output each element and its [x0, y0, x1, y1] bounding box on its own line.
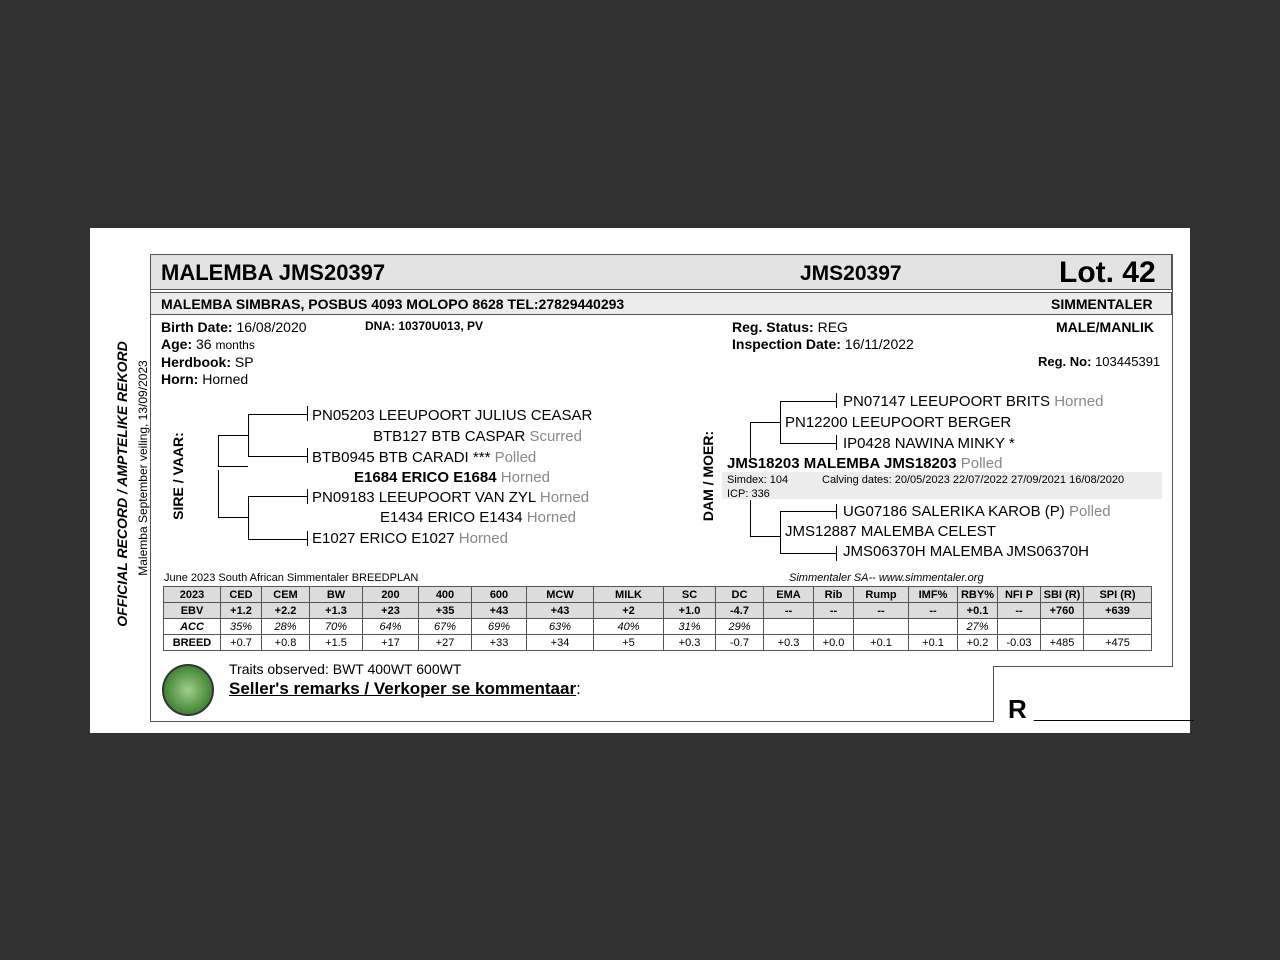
ebv-cell: +1.5 — [310, 635, 363, 651]
row-label: ACC — [164, 619, 221, 635]
ebv-cell: +33 — [472, 635, 527, 651]
traits-observed: Traits observed: BWT 400WT 600WT — [229, 661, 462, 677]
sale-label: Malemba September veiling, 13/09/2023 — [136, 360, 150, 576]
ebv-cell: +35 — [419, 603, 472, 619]
price-field[interactable]: R ___________ — [1008, 694, 1194, 724]
dam-sire: PN12200 LEEUPOORT BERGER — [785, 414, 1012, 431]
ebv-col-header: MCW — [527, 587, 594, 603]
ebv-cell: 29% — [716, 619, 764, 635]
sire: E1684 ERICO E1684 Horned — [354, 469, 550, 486]
ebv-cell: +23 — [363, 603, 419, 619]
ebv-cell: +17 — [363, 635, 419, 651]
ebv-cell: 27% — [958, 619, 998, 635]
price-box-left — [993, 666, 994, 722]
ebv-cell: -0.03 — [998, 635, 1041, 651]
ebv-col-header: BW — [310, 587, 363, 603]
ebv-cell: 31% — [664, 619, 716, 635]
ebv-col-header: 2023 — [164, 587, 221, 603]
sire-line — [248, 539, 308, 540]
ebv-cell: +0.3 — [664, 635, 716, 651]
catalogue-card — [90, 228, 1194, 733]
ebv-header-row — [164, 587, 1152, 603]
ebv-cell — [998, 619, 1041, 635]
ebv-col-header: DC — [716, 587, 764, 603]
ebv-cell: +0.1 — [909, 635, 958, 651]
ebv-cell: 70% — [310, 619, 363, 635]
ebv-table — [163, 586, 1152, 651]
ebv-cell: +2 — [594, 603, 664, 619]
sire-line — [218, 466, 248, 467]
ebv-cell: 28% — [262, 619, 310, 635]
ebv-col-header: 200 — [363, 587, 419, 603]
sire-label: SIRE / VAAR: — [170, 432, 186, 520]
ebv-col-header: EMA — [764, 587, 814, 603]
inspection-date: Inspection Date: 16/11/2022 — [732, 336, 914, 352]
sire-line — [248, 414, 249, 456]
ebv-cell: +43 — [527, 603, 594, 619]
ebv-cell: +1.0 — [664, 603, 716, 619]
ebv-cell: +760 — [1041, 603, 1084, 619]
dam-line — [836, 504, 837, 519]
sire-line — [307, 489, 308, 504]
acc-row — [164, 619, 1152, 635]
sire-sire: BTB127 BTB CASPAR Scurred — [373, 428, 582, 445]
ebv-cell: +0.3 — [764, 635, 814, 651]
ebv-col-header: SC — [664, 587, 716, 603]
ebv-cell: +0.8 — [262, 635, 310, 651]
sire-dam: E1434 ERICO E1434 Horned — [380, 509, 576, 526]
ebv-cell: +1.3 — [310, 603, 363, 619]
ebv-cell: -0.7 — [716, 635, 764, 651]
dam-line — [750, 422, 780, 423]
ebv-cell: +0.1 — [958, 603, 998, 619]
dam-line — [780, 401, 837, 402]
breed-name: SIMMENTALER — [1051, 296, 1153, 312]
animal-name: MALEMBA JMS20397 — [161, 260, 386, 285]
sire-line — [248, 456, 308, 457]
dam-line — [780, 401, 781, 443]
icp: ICP: 336 — [727, 488, 770, 500]
ebv-col-header: CED — [221, 587, 262, 603]
dam-line — [836, 393, 837, 408]
dam-line — [836, 435, 837, 450]
dam-line — [836, 546, 837, 561]
ebv-cell: -- — [998, 603, 1041, 619]
ebv-cell — [909, 619, 958, 635]
official-record-label: OFFICIAL RECORD / AMPTELIKE REKORD — [114, 341, 130, 627]
dam: JMS18203 MALEMBA JMS18203 Polled — [727, 455, 1003, 472]
frame-bottom — [150, 721, 994, 722]
ebv-col-header: SBI (R) — [1041, 587, 1084, 603]
row-label: EBV — [164, 603, 221, 619]
age: Age: 36 months — [161, 336, 255, 352]
dam-dam-sire: UG07186 SALERIKA KAROB (P) Polled — [843, 503, 1111, 520]
lot-number: Lot. 42 — [1059, 256, 1156, 289]
ebv-cell: 69% — [472, 619, 527, 635]
ebv-cell: +475 — [1084, 635, 1152, 651]
dam-label: DAM / MOER: — [700, 430, 716, 522]
sire-line — [218, 470, 219, 517]
ebv-col-header: RBY% — [958, 587, 998, 603]
ebv-cell — [1084, 619, 1152, 635]
simdex: Simdex: 104 — [727, 474, 789, 486]
dam-line — [780, 511, 837, 512]
ebv-cell — [854, 619, 909, 635]
ebv-cell: +5 — [594, 635, 664, 651]
sire-line — [307, 448, 308, 463]
ebv-col-header: SPI (R) — [1084, 587, 1152, 603]
ebv-col-header: 600 — [472, 587, 527, 603]
ebv-cell: 67% — [419, 619, 472, 635]
ebv-cell — [764, 619, 814, 635]
ebv-col-header: MILK — [594, 587, 664, 603]
ebv-cell: 35% — [221, 619, 262, 635]
reg-status: Reg. Status: REG — [732, 319, 848, 335]
ebv-cell: +485 — [1041, 635, 1084, 651]
ebv-cell: 64% — [363, 619, 419, 635]
sire-dam-dam: E1027 ERICO E1027 Horned — [312, 530, 508, 547]
dam-line — [750, 500, 751, 536]
ebv-cell: 63% — [527, 619, 594, 635]
ebv-cell: +43 — [472, 603, 527, 619]
sire-sire-dam: BTB0945 BTB CARADI *** Polled — [312, 449, 537, 466]
reg-number: Reg. No: 103445391 — [1038, 354, 1161, 369]
ebv-cell: -- — [854, 603, 909, 619]
ebv-cell: +2.2 — [262, 603, 310, 619]
dam-dam: JMS12887 MALEMBA CELEST — [785, 523, 996, 540]
ebv-cell: -- — [764, 603, 814, 619]
breeder-info: MALEMBA SIMBRAS, POSBUS 4093 MOLOPO 8628 TEL:27829440293 — [161, 296, 625, 312]
sex: MALE/MANLIK — [1056, 319, 1154, 335]
ebv-cell: 40% — [594, 619, 664, 635]
frame-left — [150, 254, 151, 722]
ebv-col-header: CEM — [262, 587, 310, 603]
dam-line — [780, 443, 837, 444]
dam-sire-dam: IP0428 NAWINA MINKY * — [843, 435, 1015, 452]
frame-right — [1172, 254, 1173, 666]
ebv-col-header: NFI P — [998, 587, 1041, 603]
ebv-col-header: IMF% — [909, 587, 958, 603]
calving-dates: Calving dates: 20/05/2023 22/07/2022 27/09/2021 16/08/2020 — [822, 474, 1125, 486]
dam-line — [750, 422, 751, 458]
sire-line — [218, 517, 248, 518]
dam-line — [750, 536, 780, 537]
dam-dam-dam: JMS06370H MALEMBA JMS06370H — [843, 543, 1089, 560]
ebv-cell: +0.7 — [221, 635, 262, 651]
ebv-cell: +1.2 — [221, 603, 262, 619]
ebv-cell — [814, 619, 854, 635]
sire-dam-sire: PN09183 LEEUPOORT VAN ZYL Horned — [312, 489, 590, 506]
animal-id: JMS20397 — [800, 262, 902, 285]
herdbook: Herdbook: SP — [161, 354, 254, 370]
dam-line — [780, 511, 781, 553]
ebv-row — [164, 603, 1152, 619]
sire-line — [218, 435, 219, 466]
horn-status: Horn: Horned — [161, 371, 249, 387]
ebv-col-header: Rump — [854, 587, 909, 603]
breedplan-site: Simmentaler SA-- www.simmentaler.org — [789, 572, 984, 584]
ebv-cell: +34 — [527, 635, 594, 651]
ebv-col-header: 400 — [419, 587, 472, 603]
row-label: BREED — [164, 635, 221, 651]
sire-line — [307, 406, 308, 421]
sire-line — [307, 531, 308, 546]
breedplan-title: June 2023 South African Simmentaler BREEDPLAN — [164, 572, 419, 584]
simmentaler-logo — [162, 664, 214, 716]
ebv-col-header: Rib — [814, 587, 854, 603]
sellers-remarks: Seller's remarks / Verkoper se kommentaar: — [229, 679, 581, 698]
ebv-cell — [1041, 619, 1084, 635]
ebv-cell: -- — [814, 603, 854, 619]
price-box-top — [993, 666, 1173, 667]
ebv-cell: +0.0 — [814, 635, 854, 651]
ebv-cell: +27 — [419, 635, 472, 651]
breed-row — [164, 635, 1152, 651]
dam-sire-sire: PN07147 LEEUPOORT BRITS Horned — [843, 393, 1104, 410]
dna-info: DNA: 10370U013, PV — [365, 319, 484, 333]
sire-line — [218, 435, 248, 436]
ebv-cell: +0.2 — [958, 635, 998, 651]
sire-line — [248, 414, 308, 415]
birth-date: Birth Date: 16/08/2020 — [161, 319, 307, 335]
ebv-cell: -- — [909, 603, 958, 619]
ebv-cell: -4.7 — [716, 603, 764, 619]
ebv-cell: +639 — [1084, 603, 1152, 619]
sire-sire-sire: PN05203 LEEUPOORT JULIUS CEASAR — [312, 407, 593, 424]
ebv-cell: +0.1 — [854, 635, 909, 651]
sire-line — [248, 496, 308, 497]
sire-line — [248, 496, 249, 539]
dam-line — [780, 553, 837, 554]
